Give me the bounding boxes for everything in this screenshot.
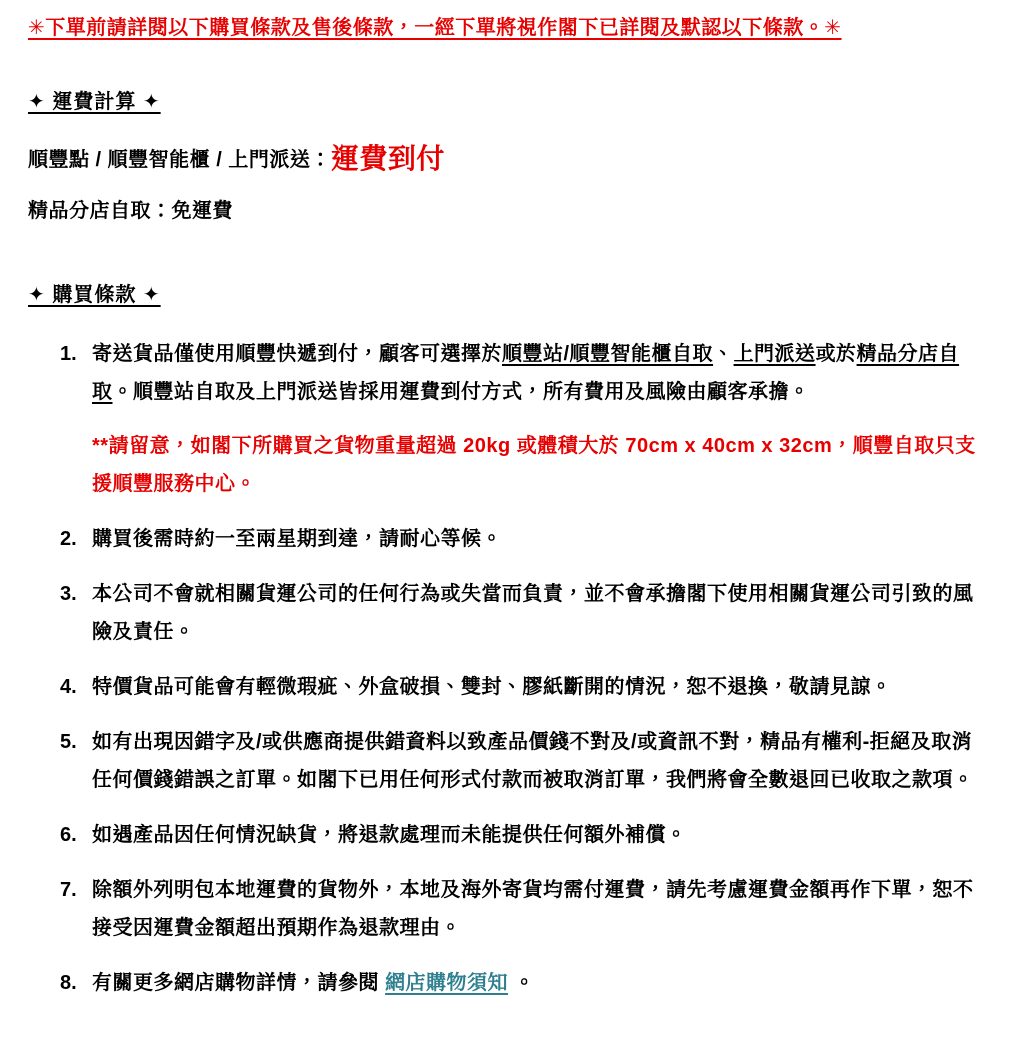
terms-list [28, 335, 996, 1002]
terms-heading: ✦ 購買條款 ✦ [28, 284, 161, 306]
term-1-seg-door-delivery: 上門派送 [733, 343, 816, 365]
term-text: 除額外列明包本地運費的貨物外，本地及海外寄貨均需付運費，請先考慮運費金額再作下單，恕不接受因運費金額超出預期作為退款理由。 [92, 879, 974, 939]
header-notice: ✳下單前請詳閱以下購買條款及售後條款，一經下單將視作閣下已詳閱及默認以下條款。✳ [28, 17, 842, 39]
term-number: 4. [60, 676, 77, 698]
term-1-seg-plain: 寄送貨品僅使用順豐快遞到付，顧客可選擇於 [92, 343, 502, 365]
term-text: 特價貨品可能會有輕微瑕疵、外盒破損、雙封、膠紙斷開的情況，恕不退換，敬請見諒。 [92, 676, 892, 698]
shipping-sf-line [28, 142, 996, 177]
term-number: 8. [60, 972, 77, 994]
shop-guide-link[interactable]: 網店購物須知 [385, 972, 509, 994]
term-body [92, 723, 992, 799]
term-body [92, 964, 992, 1002]
term-number: 7. [60, 879, 77, 901]
term-text [92, 964, 992, 1002]
term-item-1 [60, 335, 996, 503]
term-number: 6. [60, 824, 77, 846]
term-number: 5. [60, 731, 77, 753]
shipping-pickup-line: 精品分店自取：免運費 [28, 200, 233, 222]
term-number: 3. [60, 583, 77, 605]
term-number: 1. [60, 343, 77, 365]
term-text: 購買後需時約一至兩星期到達，請耐心等候。 [92, 528, 502, 550]
term-1-weight-warning: **請留意，如閣下所購買之貨物重量超過 20kg 或體積大於 70cm x 40cm x 32cm，順豐自取只支援順豐服務中心。 [92, 435, 976, 495]
shipping-sf-label: 順豐點 / 順豐智能櫃 / 上門派送： [28, 149, 331, 171]
term-item-4 [60, 668, 996, 706]
term-1-seg-or: 或於 [815, 343, 857, 365]
shipping-sf-value: 運費到付 [330, 143, 445, 174]
term-item-6 [60, 816, 996, 854]
shipping-heading: ✦ 運費計算 ✦ [28, 91, 161, 113]
term-8-suffix: 。 [508, 972, 535, 994]
term-item-2 [60, 520, 996, 558]
terms-section [28, 281, 996, 1002]
term-text [92, 335, 992, 411]
term-item-7 [60, 871, 996, 947]
term-text: 如遇產品因任何情況缺貨，將退款處理而未能提供任何額外補償。 [92, 824, 687, 846]
term-item-5 [60, 723, 996, 799]
term-1-seg-comma: 、 [713, 343, 734, 365]
term-body [92, 871, 992, 947]
term-item-8 [60, 964, 996, 1002]
term-body [92, 335, 992, 503]
term-1-seg-store-pickup: 精品分店自取 [92, 343, 960, 403]
term-body [92, 520, 992, 558]
term-body [92, 816, 992, 854]
term-body [92, 668, 992, 706]
term-8-prefix: 有關更多網店購物詳情，請參閱 [92, 972, 386, 994]
term-text: 本公司不會就相關貨運公司的任何行為或失當而負責，並不會承擔閣下使用相關貨運公司引致的風險及責任。 [92, 583, 974, 643]
shipping-section [28, 88, 996, 225]
term-1-seg-tail: 。順豐站自取及上門派送皆採用運費到付方式，所有費用及風險由顧客承擔。 [112, 381, 810, 403]
term-1-seg-sf-station: 順豐站/順豐智能櫃自取 [502, 343, 714, 365]
term-text: 如有出現因錯字及/或供應商提供錯資料以致產品價錢不對及/或資訊不對，精品有權利-拒絕及取消任何價錢錯誤之訂單。如閣下已用任何形式付款而被取消訂單，我們將會全數退回已收取之款項。 [92, 731, 974, 791]
term-number: 2. [60, 528, 77, 550]
term-item-3 [60, 575, 996, 651]
term-body [92, 575, 992, 651]
